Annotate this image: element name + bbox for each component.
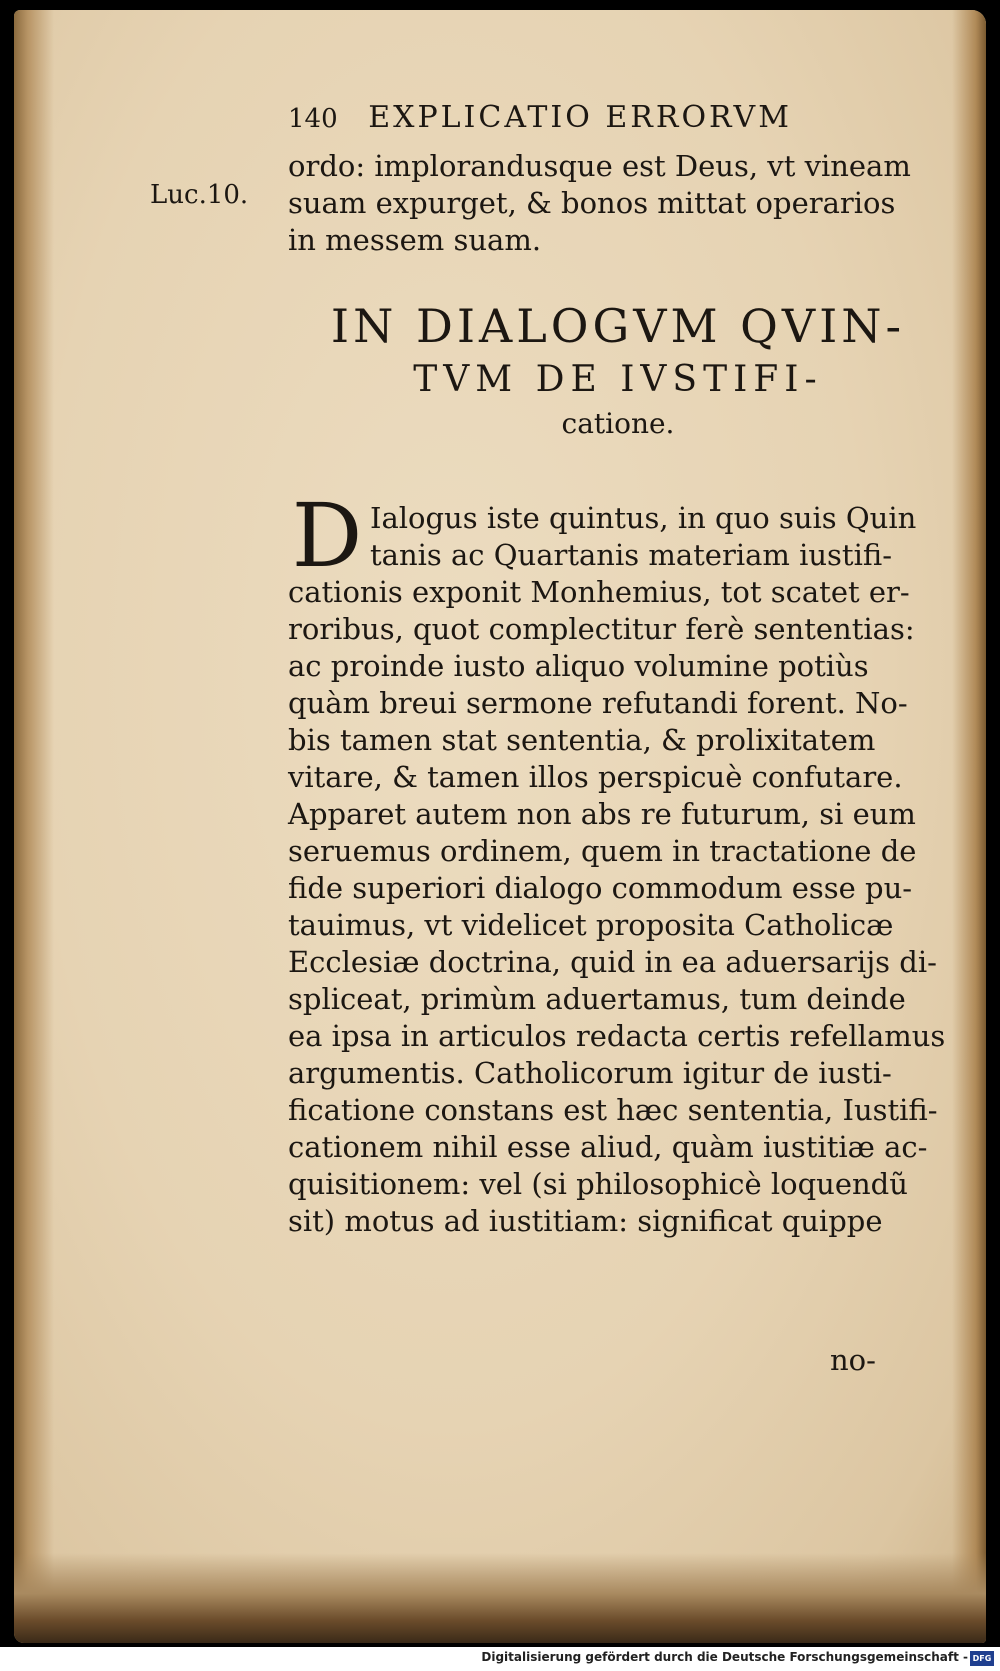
text-line: tauimus, vt videlicet proposita Catholicæ [288, 908, 894, 942]
text-line: argumentis. Catholicorum igitur de iusti- [288, 1056, 892, 1090]
text-line: cationem nihil esse aliud, quàm iustitiæ ac- [288, 1130, 928, 1164]
heading-line-2: TVM DE IVSTIFI- [413, 359, 823, 400]
text-line: Ialogus iste quintus, in quo suis Quin [370, 501, 917, 535]
text-line: seruemus ordinem, quem in tractatione de [288, 834, 917, 868]
section-heading [288, 296, 948, 444]
running-head [288, 100, 792, 135]
dfg-logo-icon[interactable]: DFG [970, 1651, 994, 1666]
catchword: no- [830, 1343, 876, 1377]
text-line: roribus, quot complectitur ferè sententias: [288, 612, 915, 646]
text-line: spliceat, primùm aduertamus, tum deinde [288, 982, 906, 1016]
page-bottom-damage [14, 1553, 986, 1643]
marginal-note: Luc.10. [150, 180, 249, 210]
text-line: ea ipsa in articulos redacta certis refellamus [288, 1019, 946, 1053]
text-line: in messem suam. [288, 223, 542, 257]
text-line: tanis ac Quartanis materiam iustifi- [370, 538, 892, 572]
page-right-edge [952, 10, 986, 1643]
body-text [288, 500, 948, 1240]
heading-line-1: IN DIALOGVM QVIN- [330, 299, 906, 353]
footer-bar [0, 1647, 1000, 1671]
text-line: bis tamen stat sententia, & prolixitatem [288, 723, 876, 757]
text-line: vitare, & tamen illos perspicuè confutare. [288, 760, 903, 794]
text-line: Ecclesiæ doctrina, quid in ea aduersarijs di- [288, 945, 937, 979]
running-head-title: EXPLICATIO ERRORVM [368, 100, 792, 135]
text-line: ac proinde iusto aliquo volumine potiùs [288, 649, 869, 683]
footer-credit: Digitalisierung gefördert durch die Deutsche Forschungsgemeinschaft - [481, 1650, 968, 1664]
text-line: ficatione constans est hæc sententia, Iustifi- [288, 1093, 938, 1127]
drop-cap: D [291, 484, 363, 587]
text-line: quàm breui sermone refutandi forent. No- [288, 686, 908, 720]
text-line: Apparet autem non abs re futurum, si eum [288, 797, 916, 831]
heading-line-3: catione. [561, 407, 675, 440]
page-left-edge [14, 10, 54, 1643]
text-line: quisitionem: vel (si philosophicè loquendũ [288, 1167, 908, 1201]
text-line: suam expurget, & bonos mittat operarios [288, 186, 896, 220]
continuation-text [288, 148, 948, 259]
text-line: fide superiori dialogo commodum esse pu- [288, 871, 913, 905]
page-number: 140 [288, 104, 338, 134]
text-line: sit) motus ad iustitiam: significat quippe [288, 1204, 883, 1238]
text-line: ordo: implorandusque est Deus, vt vineam [288, 149, 911, 183]
text-line: cationis exponit Monhemius, tot scatet er- [288, 575, 910, 609]
